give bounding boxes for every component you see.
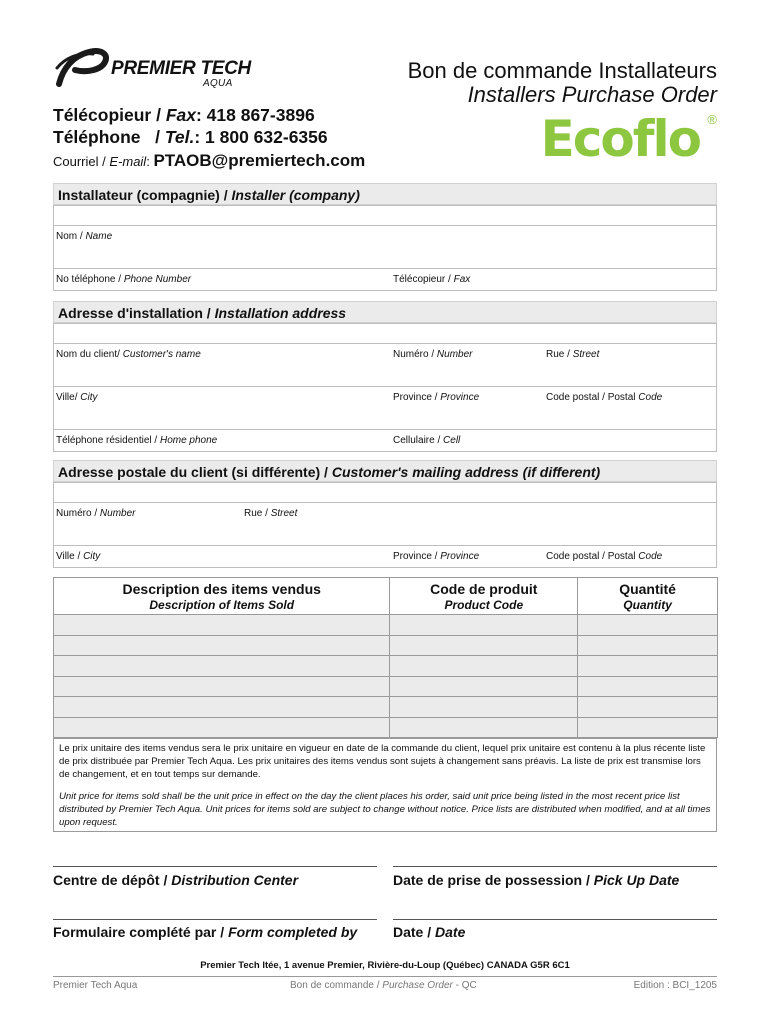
logo-subtitle: AQUA (203, 78, 233, 89)
items-table-header (54, 578, 718, 615)
form-title-fr: Bon de commande Installateurs (407, 58, 717, 83)
mail-label-fr: Courriel / (53, 154, 110, 169)
mailing-city-label: Ville / City (56, 551, 101, 562)
description-cell[interactable] (54, 635, 390, 656)
contact-phone (53, 127, 328, 148)
footer-doc-name: Bon de commande / Purchase Order - QC (290, 980, 477, 991)
description-cell[interactable] (54, 717, 390, 738)
mailing-address-field[interactable] (53, 482, 717, 503)
footer-divider (53, 976, 717, 977)
cell-label: Cellulaire / Cell (393, 435, 461, 446)
table-row (54, 656, 718, 677)
contact-email (53, 151, 365, 171)
description-cell[interactable] (54, 676, 390, 697)
fax-label-en: Fax (165, 105, 196, 125)
price-notice-en: Unit price for items sold shall be the unit price in effect on the day the client places his order, said unit price being listed in the most recent price list distributed by Premier Tech Aqua. Unit prices for items sold are subject to change without notice. Price lists are distributed when modified, and at all times upon request. (59, 791, 711, 828)
install-address-section-title: Adresse d'installation / Installation address (58, 305, 347, 321)
title-en: Installer (company) (231, 187, 360, 203)
installer-name-label: Nom / Name (56, 231, 113, 242)
mailing-number-row[interactable] (53, 503, 717, 546)
mailing-number-label: Numéro / Number (56, 508, 136, 519)
pickup-date-line[interactable] (393, 866, 717, 867)
completed-by-label: Formulaire complété par / Form completed by (53, 924, 358, 940)
installer-fax-label: Télécopieur / Fax (393, 274, 471, 285)
footer-edition: Edition : BCI_1205 (633, 980, 717, 991)
contact-fax (53, 105, 315, 126)
col-code-header: Code de produit Product Code (390, 578, 578, 615)
footer-company: Premier Tech Aqua (53, 980, 138, 991)
mailing-section-header (53, 460, 717, 482)
table-row (54, 635, 718, 656)
code-cell[interactable] (390, 676, 578, 697)
mailing-province-label: Province / Province (393, 551, 480, 562)
quantity-cell[interactable] (578, 697, 718, 718)
col-description-header: Description des items vendus Description of Items Sold (54, 578, 390, 615)
code-cell[interactable] (390, 697, 578, 718)
installer-name-field[interactable] (53, 226, 717, 269)
date-label: Date / Date (393, 924, 466, 940)
code-cell[interactable] (390, 635, 578, 656)
tel-label-en: Tel. (164, 127, 195, 147)
tel-label-fr: Téléphone / (53, 127, 165, 147)
quantity-cell[interactable] (578, 635, 718, 656)
mail-sep: : (146, 154, 154, 169)
installer-phone-label: No téléphone / Phone Number (56, 274, 192, 285)
install-address-field[interactable] (53, 323, 717, 344)
quantity-cell[interactable] (578, 656, 718, 677)
description-cell[interactable] (54, 656, 390, 677)
registered-mark: ® (707, 112, 717, 127)
home-phone-label: Téléphone résidentiel / Home phone (56, 435, 218, 446)
install-city-label: Ville/ City (56, 392, 98, 403)
code-cell[interactable] (390, 717, 578, 738)
installer-section-header (53, 183, 717, 205)
description-cell[interactable] (54, 615, 390, 636)
distribution-center-line[interactable] (53, 866, 377, 867)
mail-label-en: E-mail (109, 154, 147, 169)
installer-section-title (58, 187, 360, 203)
mailing-street-label: Rue / Street (244, 508, 298, 519)
col-quantity-header: Quantité Quantity (578, 578, 718, 615)
price-notice (53, 738, 717, 832)
description-cell[interactable] (54, 697, 390, 718)
install-postal-label: Code postal / Postal Code (546, 392, 663, 403)
completed-by-line[interactable] (53, 919, 377, 920)
form-title-en: Installers Purchase Order (467, 82, 717, 107)
install-province-label: Province / Province (393, 392, 480, 403)
code-cell[interactable] (390, 656, 578, 677)
tel-number: : 1 800 632-6356 (194, 127, 328, 147)
fax-label-fr: Télécopieur / (53, 105, 166, 125)
table-row (54, 676, 718, 697)
email-link[interactable]: PTAOB@premiertech.com (153, 151, 366, 170)
pickup-date-label: Date de prise de possession / Pick Up Date (393, 872, 680, 888)
install-street-label: Rue / Street (546, 349, 600, 360)
quantity-cell[interactable] (578, 717, 718, 738)
footer-address: Premier Tech ltée, 1 avenue Premier, Rivière-du-Loup (Québec) CANADA G5R 6C1 (200, 960, 570, 971)
fax-number: : 418 867-3896 (195, 105, 315, 125)
customer-name-label: Nom du client/ Customer's name (56, 349, 201, 360)
quantity-cell[interactable] (578, 676, 718, 697)
table-row (54, 697, 718, 718)
items-table (53, 577, 718, 738)
ecoflo-brand-logo: Ecoflo (540, 110, 700, 168)
premier-tech-logo-icon (53, 46, 111, 88)
date-line[interactable] (393, 919, 717, 920)
mailing-postal-label: Code postal / Postal Code (546, 551, 663, 562)
title-fr: Installateur (compagnie) / (58, 187, 232, 203)
logo-wordmark: PREMIER TECH (111, 58, 251, 79)
price-notice-fr: Le prix unitaire des items vendus sera le prix unitaire en vigueur en date de la commande du client, lequel prix unitaire est contenu à la plus récente liste de prix distribuée par Premier Tech Aqua. Les prix unitaires des items vendus sont sujets à changement sans préavis. La liste de prix est transmise lors de changement, et en tout temps sur demande. (59, 743, 706, 780)
distribution-center-label: Centre de dépôt / Distribution Center (53, 872, 299, 888)
code-cell[interactable] (390, 615, 578, 636)
install-number-label: Numéro / Number (393, 349, 473, 360)
install-address-section-header (53, 301, 717, 323)
installer-company-field[interactable] (53, 205, 717, 226)
quantity-cell[interactable] (578, 615, 718, 636)
table-row (54, 717, 718, 738)
table-row (54, 615, 718, 636)
mailing-section-title: Adresse postale du client (si différente) / Customer's mailing address (if different) (58, 464, 601, 480)
